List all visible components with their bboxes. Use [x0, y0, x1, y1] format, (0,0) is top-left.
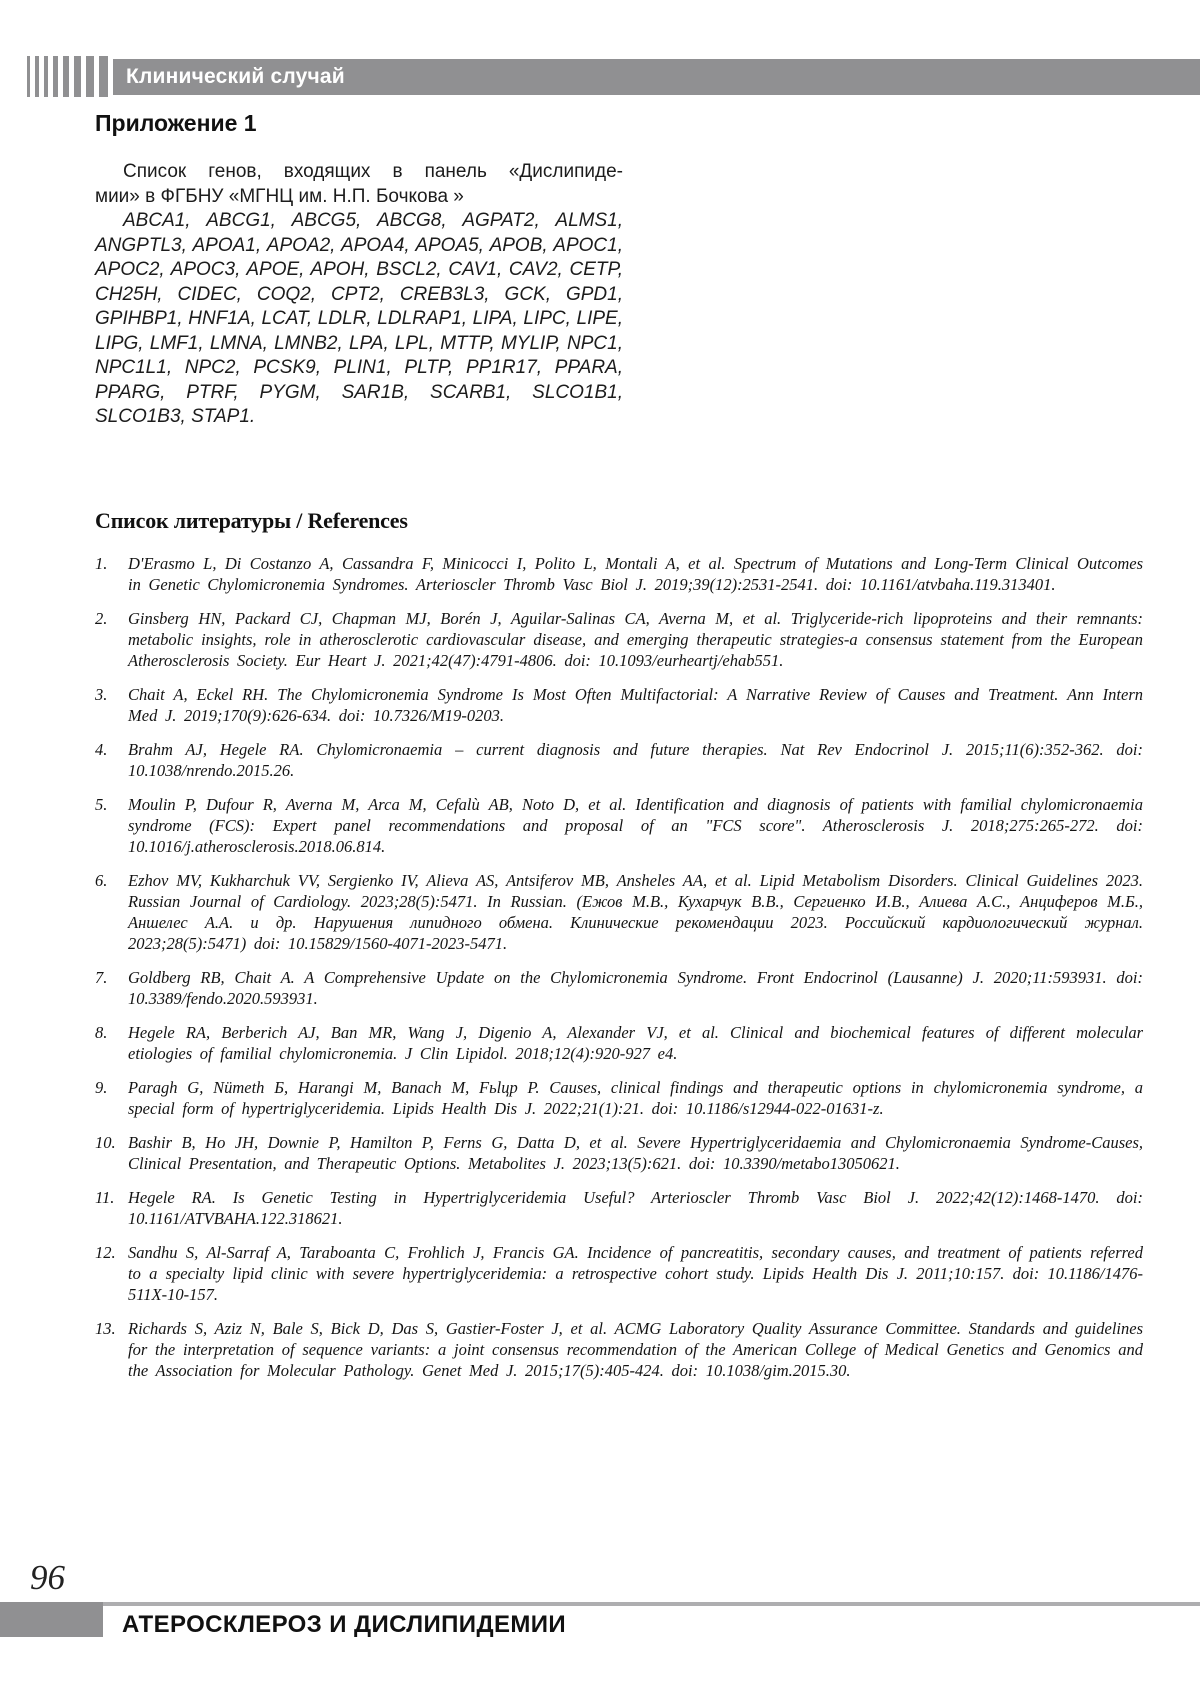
gene-panel-intro-line: мии» в ФГБНУ «МГНЦ им. Н.П. Бочкова » [95, 185, 464, 207]
stripe [53, 56, 58, 97]
reference-number: 7. [95, 968, 108, 987]
reference-text: Chait A, Eckel RH. The Chylomicronemia Syndrome Is Most Often Multifactorial: A Narrative Review of Causes and Treatment. Ann Intern Med J. 2019;170(9):626-634. doi: 10.7326/M19-0203. [128, 685, 1143, 725]
reference-item [95, 794, 1143, 857]
reference-item [95, 553, 1143, 595]
stripe [44, 56, 48, 97]
reference-item [95, 1187, 1143, 1229]
reference-text: Ginsberg HN, Packard CJ, Chapman MJ, Borén J, Aguilar-Salinas CA, Averna M, et al. Triglyceride-rich lipoproteins and their remnants: metabolic insights, role in atherosclerotic cardiovascular disease, and emerging therapeutic strategies-a consensus statement from the European Atherosclerosis Society. Eur Heart J. 2021;42(47):4791-4806. doi: 10.1093/eurheartj/ehab551. [128, 609, 1143, 670]
reference-text: Hegele RA, Berberich AJ, Ban MR, Wang J, Digenio A, Alexander VJ, et al. Clinical and biochemical features of different molecular etiologies of familial chylomicronemia. J Clin Lipidol. 2018;12(4):920-927 e4. [128, 1023, 1143, 1063]
stripe [35, 56, 39, 97]
stripe [74, 56, 81, 97]
reference-text: D'Erasmo L, Di Costanzo A, Cassandra F, Minicocci I, Polito L, Montali A, et al. Spectrum of Mutations and Long-Term Clinical Outcomes in Genetic Chylomicronemia Syndromes. Arterioscler Thromb Vasc Biol J. 2019;39(12):2531-2541. doi: 10.1161/atvbaha.119.313401. [128, 554, 1143, 594]
reference-number: 6. [95, 871, 108, 890]
section-label: Клинический случай [126, 64, 345, 88]
reference-item [95, 1242, 1143, 1305]
stripe [99, 56, 108, 97]
reference-number: 10. [95, 1133, 116, 1152]
reference-item [95, 739, 1143, 781]
reference-item [95, 1077, 1143, 1119]
footer-gray-block [0, 1602, 103, 1637]
reference-text: Richards S, Aziz N, Bale S, Bick D, Das S, Gastier-Foster J, et al. ACMG Laboratory Quality Assurance Committee. Standards and guidelines for the interpretation of sequence variants: a joint consensus recommendation of the American College of Medical Genetics and Genomics and the Association for Molecular Pathology. Genet Med J. 2015;17(5):405-424. doi: 10.1038/gim.2015.30. [128, 1319, 1143, 1380]
reference-text: Hegele RA. Is Genetic Testing in Hypertriglyceridemia Useful? Arterioscler Thromb Vasc Biol J. 2022;42(12):1468-1470. doi: 10.1161/ATVBAHA.122.318621. [128, 1188, 1143, 1228]
section-header-bar [113, 59, 1200, 95]
reference-number: 2. [95, 609, 108, 628]
header-stripes-decoration [27, 56, 113, 97]
reference-text: Goldberg RB, Chait A. A Comprehensive Update on the Chylomicronemia Syndrome. Front Endocrinol (Lausanne) J. 2020;11:593931. doi: 10.3389/fendo.2020.593931. [128, 968, 1143, 1008]
reference-number: 5. [95, 795, 108, 814]
references-list [95, 553, 1143, 1394]
stripe [27, 56, 30, 97]
footer-rule [103, 1602, 1200, 1606]
appendix-body [95, 160, 623, 430]
reference-number: 9. [95, 1078, 108, 1097]
gene-panel-intro-line: Список генов, входящих в панель «Дислипиде- [123, 161, 623, 182]
reference-text: Paragh G, Nümeth Б, Harangi M, Banach M, Fьlцp P. Causes, clinical findings and therapeutic options in chylomicronemia syndrome, a special form of hypertriglyceridemia. Lipids Health Dis J. 2022;21(1):21. doi: 10.1186/s12944-022-01631-z. [128, 1078, 1143, 1118]
reference-text: Sandhu S, Al-Sarraf A, Taraboanta C, Frohlich J, Francis GA. Incidence of pancreatitis, secondary causes, and treatment of patients referred to a specialty lipid clinic with severe hypertriglyceridemia: a retrospective cohort study. Lipids Health Dis J. 2011;10:157. doi: 10.1186/1476-511X-10-157. [128, 1243, 1143, 1304]
stripe [63, 56, 69, 97]
reference-number: 11. [95, 1188, 115, 1207]
page-number: 96 [30, 1558, 65, 1597]
gene-panel-intro [95, 160, 623, 209]
section-header [0, 56, 1200, 97]
gene-list: ABCA1, ABCG1, ABCG5, ABCG8, AGPAT2, ALMS1, ANGPTL3, APOA1, APOA2, APOA4, APOA5, APOB, APOC1, APOC2, APOC3, APOE, APOH, BSCL2, CAV1, CAV2, CETP, CH25H, CIDEC, COQ2, CPT2, CREB3L3, GCK, GPD1, GPIHBP1, HNF1A, LCAT, LDLR, LDLRAP1, LIPA, LIPC, LIPE, LIPG, LMF1, LMNA, LMNB2, LPA, LPL, MTTP, MYLIP, NPC1, NPC1L1, NPC2, PCSK9, PLIN1, PLTP, PP1R17, PPARA, PPARG, PTRF, PYGM, SAR1B, SCARB1, SLCO1B1, SLCO1B3, STAP1. [95, 210, 623, 427]
journal-title: АТЕРОСКЛЕРОЗ И ДИСЛИПИДЕМИИ [122, 1611, 567, 1638]
reference-number: 1. [95, 554, 108, 573]
reference-item [95, 967, 1143, 1009]
journal-footer [0, 1602, 1200, 1642]
reference-number: 4. [95, 740, 108, 759]
reference-item [95, 1132, 1143, 1174]
reference-item [95, 870, 1143, 954]
reference-text: Moulin P, Dufour R, Averna M, Arca M, Cefalù AB, Noto D, et al. Identification and diagnosis of patients with familial chylomicronaemia syndrome (FCS): Expert panel recommendations and proposal of an "FCS score". Atherosclerosis J. 2018;275:265-272. doi: 10.1016/j.atherosclerosis.2018.06.814. [128, 795, 1143, 856]
reference-item [95, 1022, 1143, 1064]
reference-item [95, 608, 1143, 671]
reference-number: 3. [95, 685, 108, 704]
reference-number: 13. [95, 1319, 116, 1338]
references-heading: Список литературы / References [95, 508, 408, 533]
reference-number: 8. [95, 1023, 108, 1042]
appendix-title: Приложение 1 [95, 110, 257, 136]
reference-item [95, 684, 1143, 726]
reference-item [95, 1318, 1143, 1381]
reference-text: Ezhov MV, Kukharchuk VV, Sergienko IV, Alieva AS, Antsiferov MB, Ansheles AA, et al. Lipid Metabolism Disorders. Clinical Guidelines 2023. Russian Journal of Cardiology. 2023;28(5):5471. In Russian. (Ежов М.В., Кухарчук В.В., Сергиенко И.В., Алиева А.С., Анциферов М.Б., Аншелес А.А. и др. Нарушения липидного обмена. Клинические рекомендации 2023. Российский кардиологический журнал. 2023;28(5):5471) doi: 10.15829/1560-4071-2023-5471. [128, 871, 1143, 953]
reference-text: Bashir B, Ho JH, Downie P, Hamilton P, Ferns G, Datta D, et al. Severe Hypertriglyceridaemia and Chylomicronaemia Syndrome-Causes, Clinical Presentation, and Therapeutic Options. Metabolites J. 2023;13(5):621. doi: 10.3390/metabo13050621. [128, 1133, 1143, 1173]
reference-number: 12. [95, 1243, 116, 1262]
reference-text: Brahm AJ, Hegele RA. Chylomicronaemia – current diagnosis and future therapies. Nat Rev Endocrinol J. 2015;11(6):352-362. doi: 10.1038/nrendo.2015.26. [128, 740, 1143, 780]
stripe [86, 56, 94, 97]
